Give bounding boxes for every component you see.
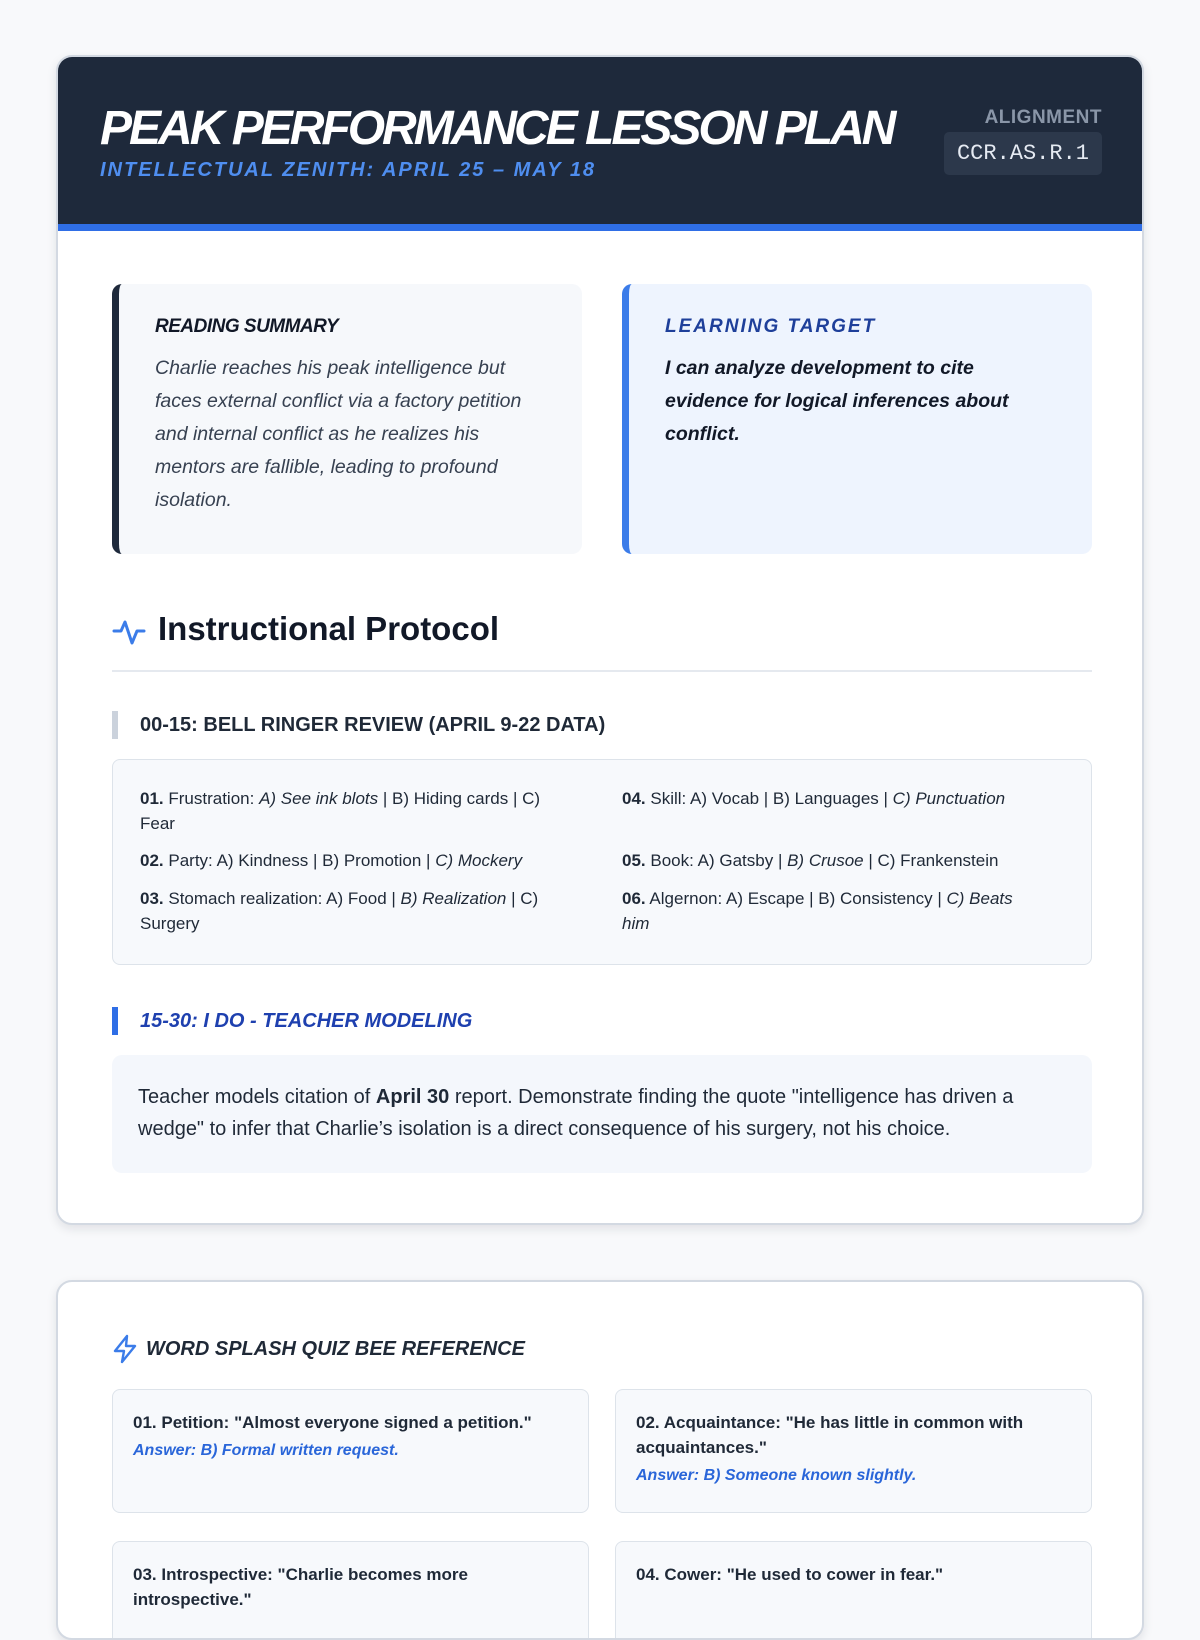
question-item: 01. Frustration: A) See ink blots | B) Hiding cards | C) Fear [140,789,541,833]
reading-summary-heading: READING SUMMARY [155,316,339,337]
question-number: 03. [140,889,164,908]
alignment-label: ALIGNMENT [984,107,1102,128]
reference-answer: Answer: B) Formal written request. [133,1442,399,1459]
question-number: 05. [622,851,646,870]
reference-header [112,1334,525,1364]
bell-ringer-questions [112,759,1092,965]
reference-item [112,1389,589,1513]
section-title: Instructional Protocol [158,610,500,647]
reference-question: 01. Petition: "Almost everyone signed a petition." [133,1413,532,1432]
learning-target-text: I can analyze development to cite evidence for logical inferences about conflict. [665,357,1009,445]
learning-target-heading: LEARNING TARGET [665,316,877,337]
lesson-plan-card [56,55,1144,1225]
question-number: 02. [140,851,164,870]
lightning-icon [112,1334,138,1364]
question-number: 01. [140,789,164,808]
reference-item [112,1541,589,1640]
highlighted-option: B) Realization [400,889,507,908]
learning-target-box [622,284,1092,554]
question-number: 04. [622,789,646,808]
reference-question: 04. Cower: "He used to cower in fear." [636,1565,944,1584]
alignment-code: CCR.AS.R.1 [944,132,1102,175]
reference-heading: WORD SPLASH QUIZ BEE REFERENCE [146,1337,525,1360]
bell-ringer-heading: 00-15: BELL RINGER REVIEW (APRIL 9-22 DATA) [112,711,605,739]
reference-answer: Answer: B) Someone known slightly. [636,1467,917,1484]
question-number: 06. [622,889,646,908]
page-title: PEAK PERFORMANCE LESSON PLAN [100,102,894,155]
word-splash-card [56,1280,1144,1640]
reading-summary-box [112,284,582,554]
lesson-header [58,57,1142,231]
question-item: 05. Book: A) Gatsby | B) Crusoe | C) Frankenstein [622,851,999,870]
question-item: 03. Stomach realization: A) Food | B) Realization | C) Surgery [140,889,539,933]
highlighted-option: C) Mockery [435,851,523,870]
instructional-protocol-header [112,610,1092,672]
highlighted-option: C) Punctuation [892,789,1006,808]
highlighted-option: B) Crusoe [787,851,864,870]
teacher-modeling-text: Teacher models citation of April 30 report. Demonstrate finding the quote "intelligence has driven a wedge" to infer that Charlie’s isolation is a direct consequence of his surgery, not his choice. [112,1055,1092,1173]
reference-item [615,1541,1092,1640]
reference-question: 02. Acquaintance: "He has little in common with acquaintances." [636,1413,1024,1457]
teacher-modeling-heading: 15-30: I DO - TEACHER MODELING [112,1007,472,1035]
activity-icon [112,610,146,650]
date-highlight: April 30 [375,1086,450,1108]
reference-item [615,1389,1092,1513]
page-subtitle: INTELLECTUAL ZENITH: APRIL 25 – MAY 18 [100,159,597,181]
question-item: 04. Skill: A) Vocab | B) Languages | C) Punctuation [622,789,1006,808]
reading-summary-text: Charlie reaches his peak intelligence but faces external conflict via a factory petition and internal conflict as he realizes his mentors are fallible, leading to profound isolation. [155,357,522,511]
question-item: 02. Party: A) Kindness | B) Promotion | C) Mockery [140,851,523,870]
reference-question: 03. Introspective: "Charlie becomes more introspective." [133,1565,468,1609]
highlighted-option: A) See ink blots [259,789,379,808]
highlighted-option: C) Beats him [622,889,1013,933]
question-item: 06. Algernon: A) Escape | B) Consistency | C) Beats him [622,889,1013,933]
